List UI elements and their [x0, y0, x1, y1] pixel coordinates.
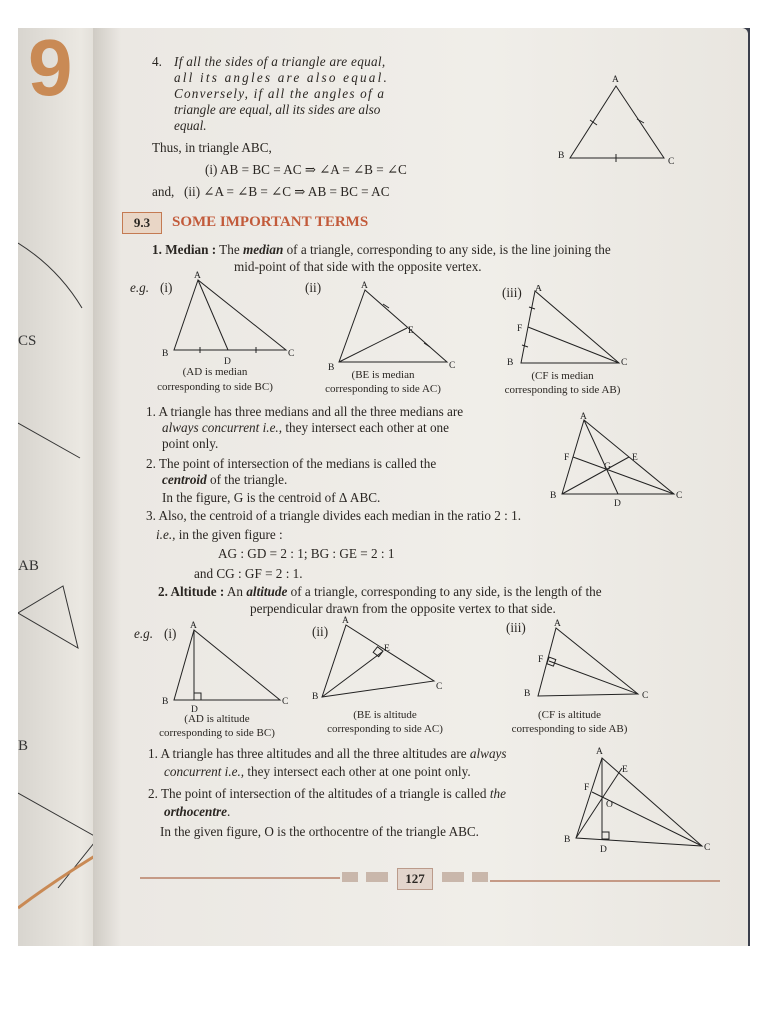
vertex-label: A: [190, 621, 197, 631]
median-point-2-text: of the triangle.: [210, 472, 288, 487]
vertex-label: B: [328, 363, 335, 373]
altitude-def-pre: An: [226, 584, 244, 599]
orthocentre-term: orthocentre: [164, 804, 228, 819]
altitude-def-term: altitude: [246, 584, 288, 599]
altitude-fig-label: (i): [164, 626, 177, 641]
vertex-label: C: [642, 691, 649, 701]
altitude-figure-1: [160, 618, 300, 713]
vertex-label: E: [632, 453, 638, 463]
altitude-caption-line2: corresponding to side BC): [159, 727, 275, 739]
vertex-label: C: [282, 697, 289, 707]
vertex-label: F: [584, 783, 590, 793]
ratio-line: and CG : GF = 2 : 1.: [194, 566, 303, 581]
median-point-1-line3: point only.: [162, 436, 219, 451]
vertex-label: F: [538, 655, 544, 665]
centroid-term: centroid: [162, 472, 207, 487]
median-caption-line2: corresponding to side AC): [325, 383, 441, 395]
vertex-label: B: [507, 358, 514, 368]
altitude-point-2-period: .: [227, 804, 231, 819]
vertex-label: G: [604, 462, 611, 472]
equation-2: (ii) ∠A = ∠B = ∠C ⇒ AB = BC = AC: [184, 184, 390, 199]
vertex-label: A: [580, 412, 587, 422]
vertex-label: C: [676, 491, 683, 501]
altitude-caption-line1: (AD is altitude: [184, 713, 250, 725]
vertex-label: A: [361, 281, 368, 291]
median-figure-1: [160, 270, 300, 370]
vertex-label: C: [436, 682, 443, 692]
property-line: equal.: [174, 118, 207, 133]
median-eg: e.g.: [130, 280, 150, 295]
vertex-label: C: [668, 157, 675, 167]
altitude-caption-line2: corresponding to side AB): [511, 723, 628, 735]
vertex-label: F: [517, 324, 523, 334]
vertex-label: C: [621, 358, 628, 368]
median-point-2-line3: In the figure, G is the centroid of Δ ABC.: [162, 490, 381, 505]
property-line: triangle are equal, all its sides are also: [174, 102, 381, 117]
vertex-label: O: [606, 800, 613, 810]
median-point-1-text: they intersect each other at one: [285, 420, 449, 435]
vertex-label: A: [194, 271, 201, 281]
median-figure-3: [505, 285, 640, 375]
median-def-pre: The: [219, 242, 240, 257]
altitude-figure-3: [520, 618, 655, 703]
equilateral-triangle-figure: [548, 72, 688, 172]
median-caption-line2: corresponding to side BC): [157, 381, 273, 393]
property-line: all its angles are also equal.: [174, 70, 389, 85]
vertex-label: E: [384, 644, 390, 654]
footer-block: [366, 872, 388, 882]
median-term-label: 1. Median :: [152, 242, 217, 257]
median-caption-line1: (AD is median: [182, 366, 248, 378]
vertex-label: B: [312, 692, 319, 702]
median-figure-2: [325, 280, 465, 375]
vertex-label: E: [408, 326, 414, 336]
median-fig-label: (iii): [502, 285, 522, 300]
altitude-point-1: 1. A triangle has three altitudes and all the three altitudes are: [148, 746, 467, 761]
vertex-label: B: [162, 349, 169, 359]
vertex-label: A: [535, 285, 542, 294]
median-point-1-term: always concurrent: [162, 420, 260, 435]
vertex-label: F: [564, 453, 570, 463]
page-number: 127: [397, 868, 433, 890]
section-title: SOME IMPORTANT TERMS: [172, 214, 369, 230]
left-fragment: B: [18, 738, 29, 754]
section-number: 9.3: [122, 212, 162, 234]
vertex-label: B: [558, 151, 565, 161]
median-fig-label: (i): [160, 280, 173, 295]
centroid-figure: [548, 412, 688, 507]
footer-block: [342, 872, 358, 882]
altitude-fig-label: (ii): [312, 624, 329, 639]
median-caption-line1: (BE is median: [351, 369, 415, 381]
altitude-caption-line2: corresponding to side AC): [327, 723, 443, 735]
vertex-label: D: [224, 357, 231, 367]
altitude-point-1-concurrent: concurrent i.e.,: [164, 764, 245, 779]
altitude-caption-line1: (BE is altitude: [353, 709, 417, 721]
vertex-label: D: [600, 845, 607, 854]
vertex-label: A: [342, 616, 349, 626]
altitude-term-label: 2. Altitude :: [158, 584, 225, 599]
altitude-def-line2: perpendicular drawn from the opposite vertex to that side.: [250, 601, 556, 616]
vertex-label: B: [524, 689, 531, 699]
median-point-3: 3. Also, the centroid of a triangle divides each median in the ratio 2 : 1.: [146, 508, 522, 523]
footer-rule-left: [140, 877, 340, 879]
ratio-line: AG : GD = 2 : 1; BG : GE = 2 : 1: [218, 546, 395, 561]
vertex-label: D: [191, 705, 198, 713]
vertex-label: A: [612, 75, 619, 85]
vertex-label: B: [162, 697, 169, 707]
altitude-fig-label: (iii): [506, 620, 526, 635]
vertex-label: B: [550, 491, 557, 501]
property-line: If all the sides of a triangle are equal,: [174, 54, 386, 69]
median-point-2: 2. The point of intersection of the medians is called the: [146, 456, 437, 471]
median-def-text: of a triangle, corresponding to any side, is the line joining the: [286, 242, 611, 257]
median-fig-label: (ii): [305, 280, 322, 295]
altitude-def-text: of a triangle, corresponding to any side, is the length of the: [290, 584, 602, 599]
altitude-eg: e.g.: [134, 626, 154, 641]
vertex-label: C: [288, 349, 295, 359]
altitude-point-2: 2. The point of intersection of the altitudes of a triangle is called: [148, 786, 487, 801]
property-number: 4.: [152, 54, 162, 69]
median-def-line2: mid-point of that side with the opposite vertex.: [234, 259, 482, 274]
left-fragment: AB: [18, 558, 39, 574]
vertex-label: C: [449, 361, 456, 371]
vertex-label: D: [614, 499, 621, 507]
chapter-number: 9: [28, 28, 73, 112]
thus-line: Thus, in triangle ABC,: [152, 140, 272, 155]
equation-2-prefix: and,: [152, 184, 175, 199]
vertex-label: C: [704, 843, 711, 853]
median-caption-line1: (CF is median: [531, 370, 594, 382]
median-caption-line2: corresponding to side AB): [504, 384, 621, 396]
altitude-point-3: In the given figure, O is the orthocentre of the triangle ABC.: [160, 824, 479, 839]
median-point-1: 1. A triangle has three medians and all the three medians are: [146, 404, 464, 419]
altitude-point-2-the: the: [489, 786, 506, 801]
vertex-label: B: [564, 835, 571, 845]
altitude-caption-line1: (CF is altitude: [538, 709, 601, 721]
footer-rule-right: [490, 880, 720, 882]
equation-1: (i) AB = BC = AC ⇒ ∠A = ∠B = ∠C: [205, 162, 407, 177]
vertex-label: A: [596, 747, 603, 757]
orthocentre-figure: [562, 744, 722, 854]
vertex-label: A: [554, 619, 561, 629]
altitude-point-1-text: they intersect each other at one point only.: [247, 764, 471, 779]
median-point-3-text: in the given figure :: [178, 527, 283, 542]
left-fragment: CS: [18, 333, 37, 349]
property-line: Conversely, if all the angles of a: [174, 86, 386, 101]
altitude-figure-2: [312, 615, 452, 705]
median-point-1-ie: i.e.,: [262, 420, 283, 435]
footer-block: [472, 872, 488, 882]
median-def-term: median: [242, 242, 284, 257]
altitude-point-1-term: always: [469, 746, 507, 761]
vertex-label: E: [622, 765, 628, 775]
median-point-3-ie: i.e.,: [156, 527, 176, 542]
footer-block: [442, 872, 464, 882]
